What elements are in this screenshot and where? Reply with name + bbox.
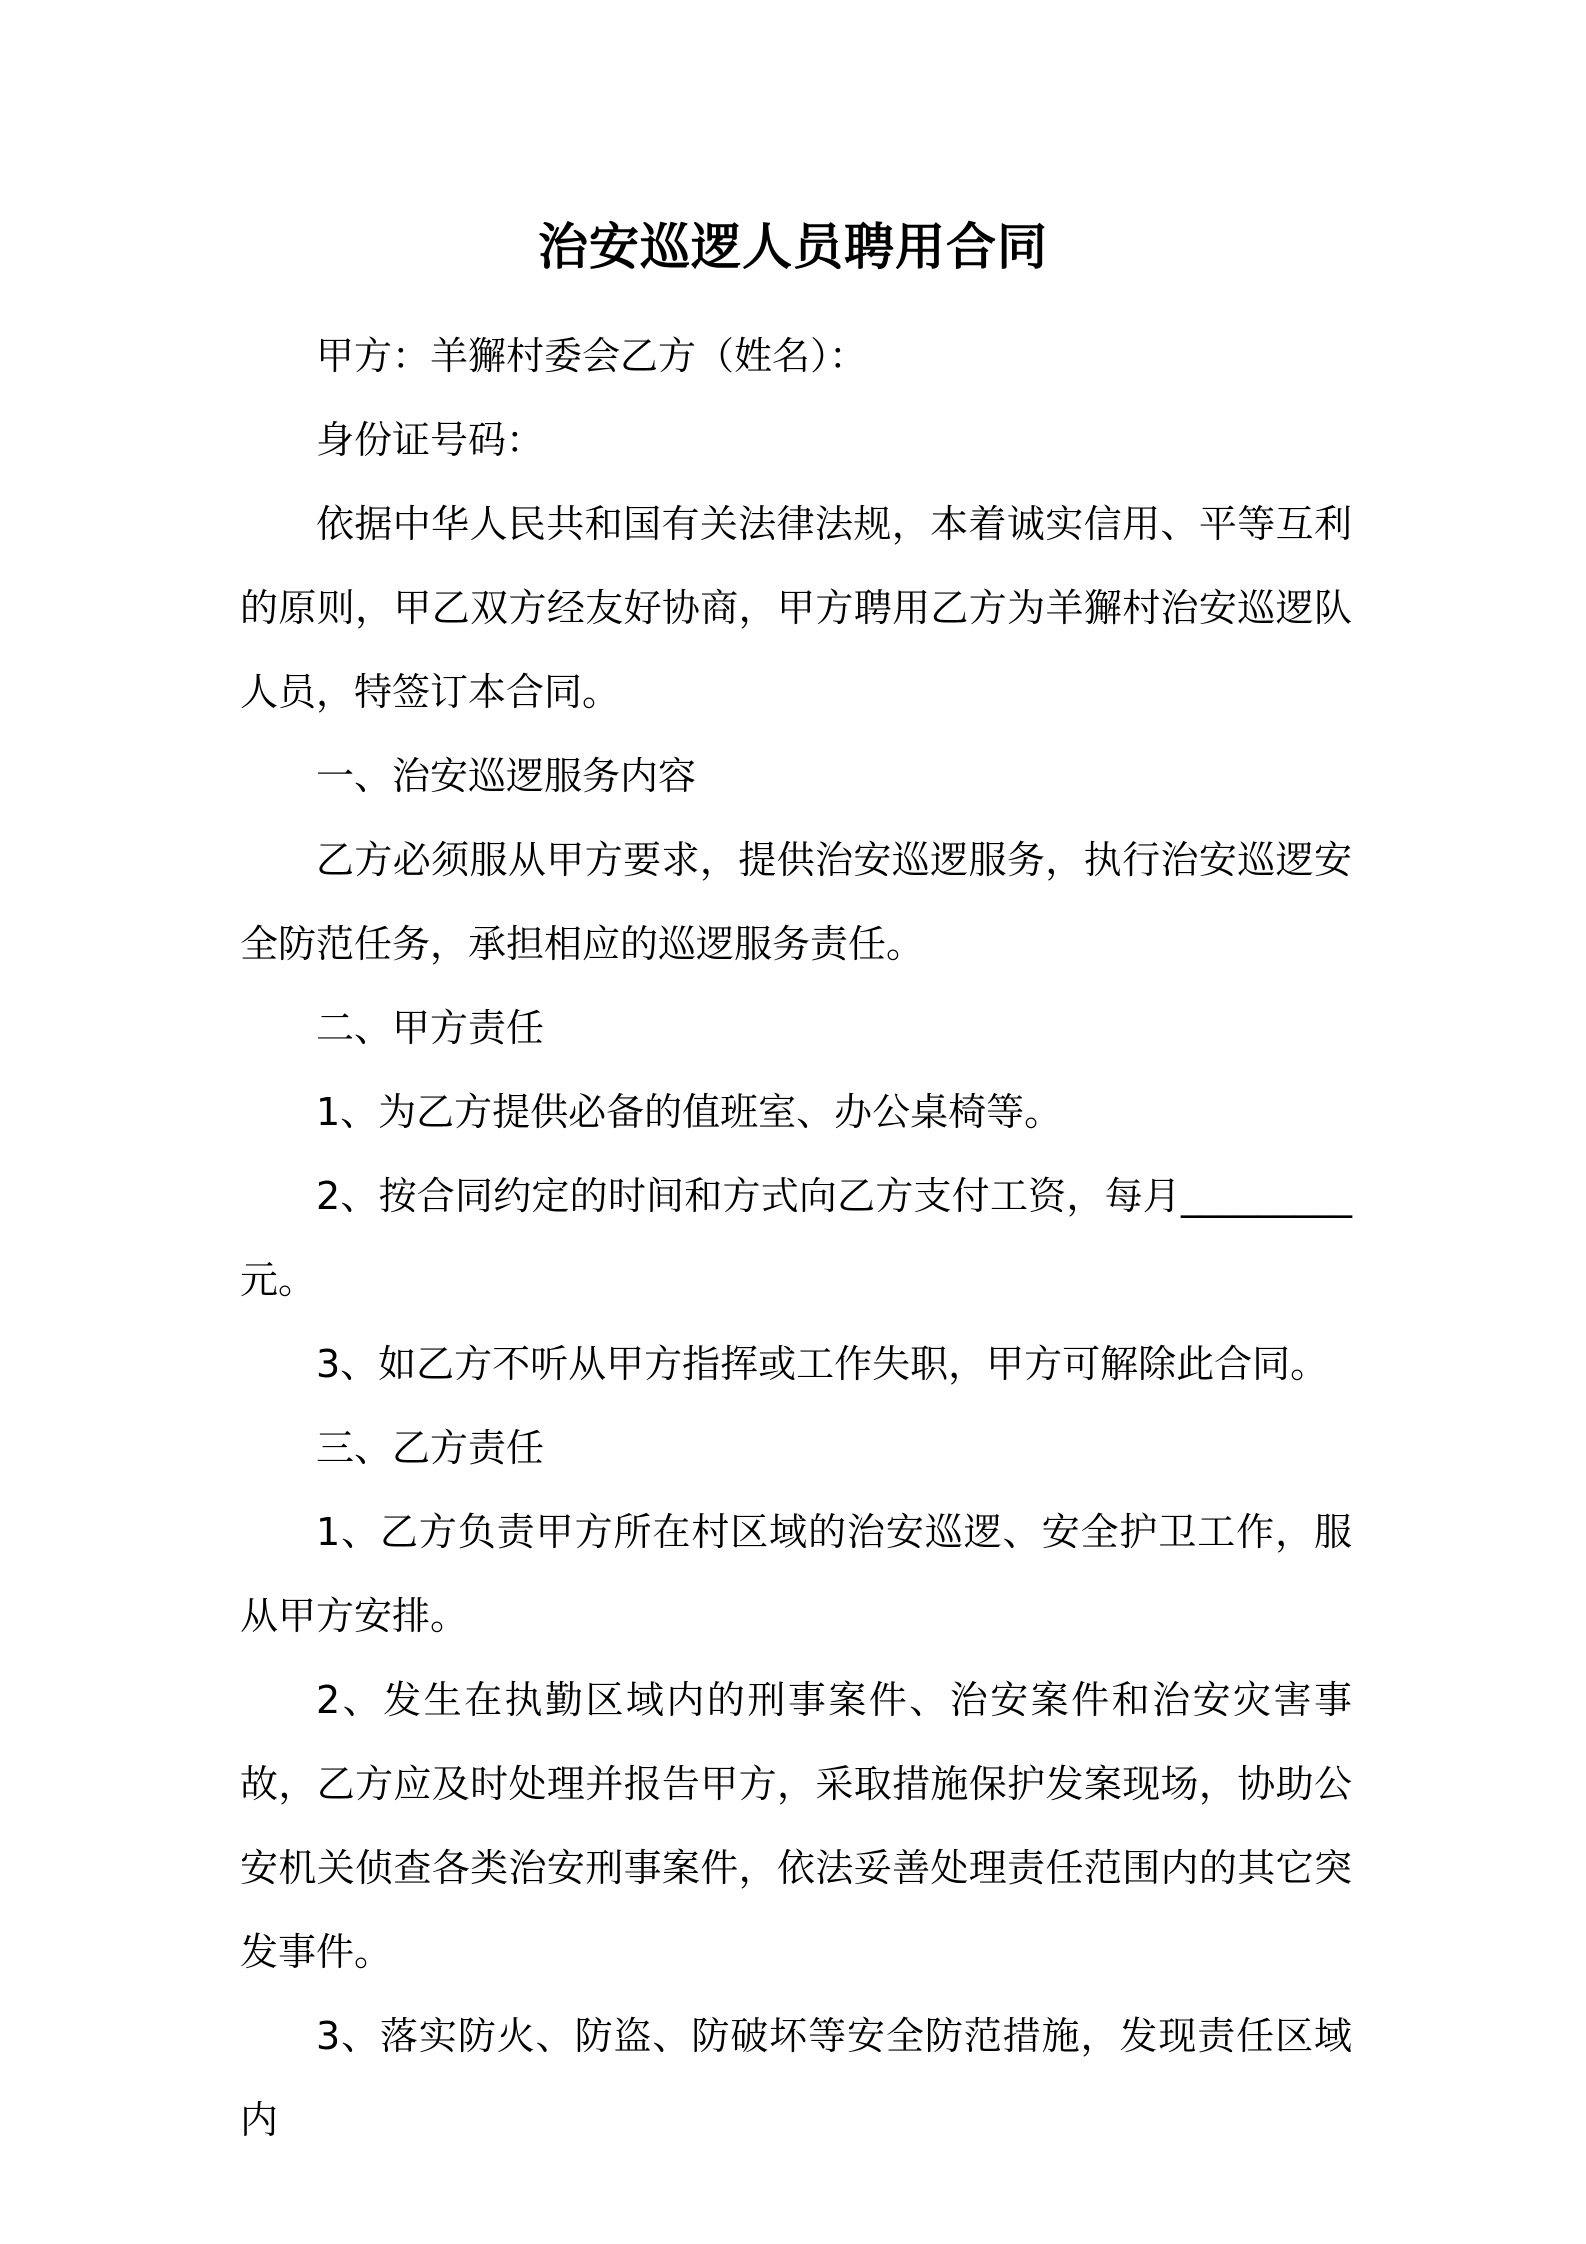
preamble-paragraph: 依据中华人民共和国有关法律法规，本着诚实信用、平等互利的原则，甲乙双方经友好协商，甲方聘用乙方为羊獬村治安巡逻队人员，特签订本合同。 bbox=[240, 502, 1352, 714]
id-number-line: 身份证号码： bbox=[316, 418, 545, 462]
party-a-clause-3: 3、如乙方不听从甲方指挥或工作失职，甲方可解除此合同。 bbox=[316, 1342, 1329, 1386]
service-paragraph: 乙方必须服从甲方要求，提供治安巡逻服务，执行治安巡逻安全防范任务，承担相应的巡逻服务责任。 bbox=[240, 838, 1352, 966]
section-heading-party-b: 三、乙方责任 bbox=[316, 1426, 545, 1470]
section-heading-party-a: 二、甲方责任 bbox=[316, 1006, 545, 1050]
party-b-clause-2: 2、发生在执勤区域内的刑事案件、治安案件和治安灾害事故，乙方应及时处理并报告甲方，采取措施保护发案现场，协助公安机关侦查各类治安刑事案件，依法妥善处理责任范围内的其它突发事件。 bbox=[240, 1678, 1352, 1974]
document-body bbox=[240, 314, 1352, 2162]
party-a-clause-2: 2、按合同约定的时间和方式向乙方支付工资，每月_________元。 bbox=[240, 1174, 1352, 1302]
party-b-clause-3: 3、落实防火、防盗、防破坏等安全防范措施，发现责任区域内 bbox=[240, 2014, 1352, 2142]
section-heading-service: 一、治安巡逻服务内容 bbox=[316, 754, 697, 798]
document-title: 治安巡逻人员聘用合同 bbox=[538, 218, 1048, 276]
party-a-clause-1: 1、为乙方提供必备的值班室、办公桌椅等。 bbox=[316, 1090, 1063, 1134]
party-b-clause-1: 1、乙方负责甲方所在村区域的治安巡逻、安全护卫工作，服从甲方安排。 bbox=[240, 1510, 1352, 1638]
party-line: 甲方：羊獬村委会乙方（姓名）： bbox=[316, 334, 868, 378]
